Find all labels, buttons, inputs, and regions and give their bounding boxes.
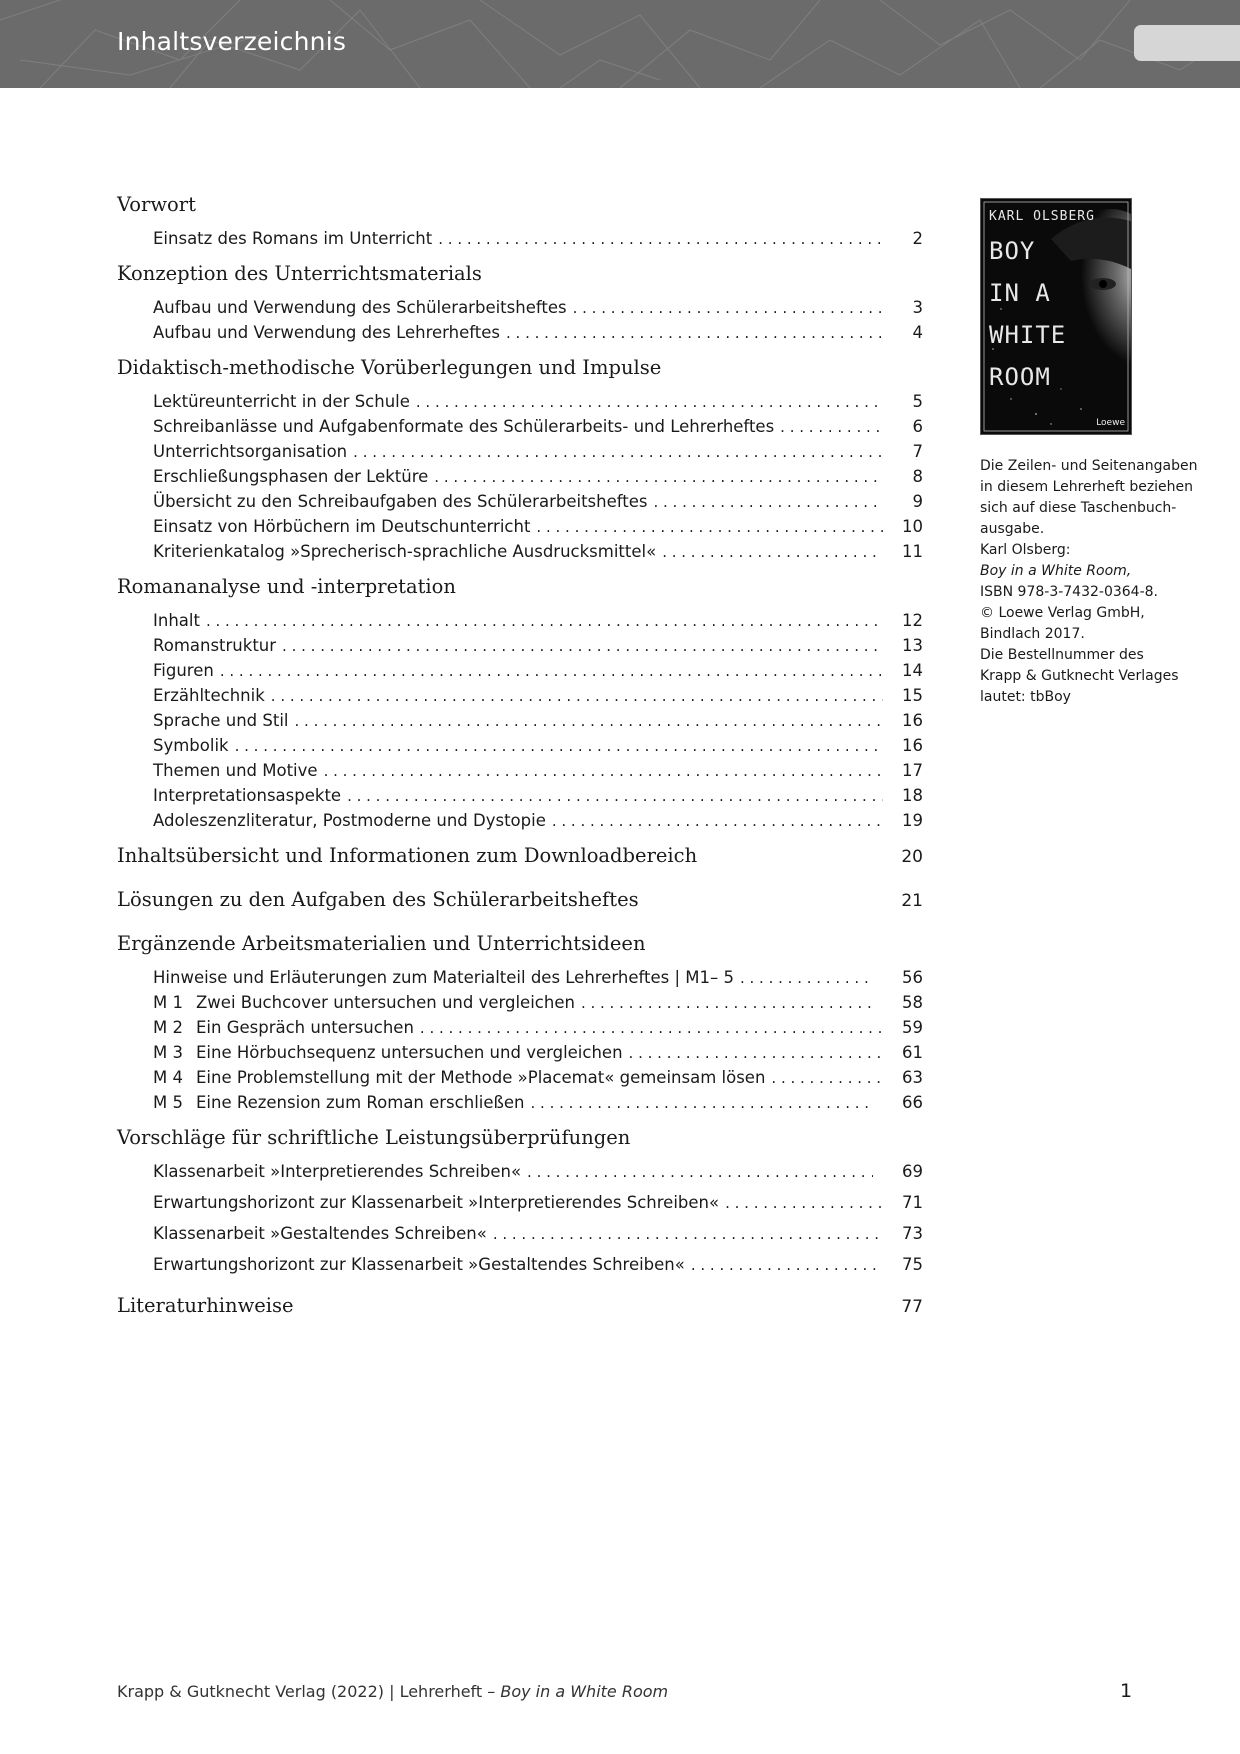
material-prefix: M 2 xyxy=(153,1018,183,1037)
toc-entry-page: 18 xyxy=(902,786,923,805)
toc-entry-page: 63 xyxy=(902,1068,923,1087)
toc-entry-page: 66 xyxy=(902,1093,923,1112)
material-prefix: M 5 xyxy=(153,1093,183,1112)
page-number: 1 xyxy=(1120,1680,1133,1702)
toc-entry[interactable] xyxy=(117,686,923,711)
toc-entry-page: 5 xyxy=(912,392,923,411)
leader-dots xyxy=(531,1094,873,1112)
toc-entry[interactable] xyxy=(117,636,923,661)
toc-entry[interactable] xyxy=(117,968,923,993)
toc-entry-label: Symbolik xyxy=(153,736,229,755)
leader-dots xyxy=(771,1069,883,1087)
toc-section-title: Ergänzende Arbeitsmaterialien und Unterrichtsideen xyxy=(117,932,646,955)
material-title: Eine Hörbuchsequenz untersuchen und vergleichen xyxy=(196,1043,623,1062)
leader-dots xyxy=(347,787,883,805)
note-line: Die Zeilen- und Seitenangaben xyxy=(980,458,1198,474)
cover-title-line: BOY xyxy=(989,237,1036,265)
toc-entry[interactable] xyxy=(117,1043,923,1068)
edition-note xyxy=(980,456,1198,708)
leader-dots xyxy=(420,1019,883,1037)
toc-entry-page: 11 xyxy=(902,542,923,561)
note-line: Die Bestellnummer des xyxy=(980,647,1144,663)
leader-dots xyxy=(653,493,883,511)
toc-entry-label: Inhalt xyxy=(153,611,200,630)
toc-entry[interactable] xyxy=(117,711,923,736)
toc-entry[interactable] xyxy=(117,517,923,542)
cover-title-line: WHITE xyxy=(989,321,1067,349)
toc-entry-label xyxy=(153,1068,771,1087)
toc-entry-label xyxy=(153,1018,420,1037)
leader-dots xyxy=(416,393,883,411)
toc-entry-page: 7 xyxy=(912,442,923,461)
toc-section xyxy=(117,575,923,836)
toc-entry[interactable] xyxy=(117,761,923,786)
toc-entry-page: 69 xyxy=(902,1162,923,1181)
page-footer xyxy=(117,1682,668,1701)
toc-entry-label: Aufbau und Verwendung des Schülerarbeitsheftes xyxy=(153,298,567,317)
leader-dots xyxy=(434,468,883,486)
leader-dots xyxy=(235,737,883,755)
leader-dots xyxy=(493,1225,883,1243)
header-tab xyxy=(1134,25,1240,61)
toc-section-title: Konzeption des Unterrichtsmaterials xyxy=(117,262,482,285)
toc-section-heading[interactable] xyxy=(117,888,923,924)
toc-entry-page: 14 xyxy=(902,661,923,680)
toc-entry-page: 75 xyxy=(902,1255,923,1274)
footer-book-title: Boy in a White Room xyxy=(500,1682,669,1701)
table-of-contents xyxy=(117,193,923,1338)
leader-dots xyxy=(271,687,883,705)
note-line: Karl Olsberg: xyxy=(980,542,1071,558)
toc-entry-label xyxy=(153,993,581,1012)
toc-section-title: Vorwort xyxy=(117,193,196,216)
toc-section-title: Lösungen zu den Aufgaben des Schülerarbeitsheftes xyxy=(117,888,639,911)
toc-entry[interactable] xyxy=(117,229,923,254)
toc-entry-page: 16 xyxy=(902,711,923,730)
leader-dots xyxy=(282,637,883,655)
toc-entry[interactable] xyxy=(117,736,923,761)
toc-entry-page: 56 xyxy=(902,968,923,987)
toc-section-heading[interactable] xyxy=(117,193,923,229)
note-line: lautet: tbBoy xyxy=(980,689,1071,705)
toc-entry-label: Hinweise und Erläuterungen zum Materialteil des Lehrerheftes | M1– 5 xyxy=(153,968,734,987)
page-title: Inhaltsverzeichnis xyxy=(117,27,347,56)
toc-entry-page: 12 xyxy=(902,611,923,630)
cover-publisher-logo: Loewe xyxy=(1096,418,1125,428)
toc-entry-label xyxy=(153,1093,531,1112)
toc-entry[interactable] xyxy=(117,467,923,492)
toc-entry[interactable] xyxy=(117,786,923,811)
leader-dots xyxy=(527,1163,873,1181)
toc-entry[interactable] xyxy=(117,661,923,686)
toc-section xyxy=(117,193,923,254)
toc-section-page: 20 xyxy=(901,847,923,867)
note-line: Boy in a White Room, xyxy=(980,563,1132,579)
material-title: Zwei Buchcover untersuchen und vergleichen xyxy=(196,993,575,1012)
note-line: Krapp & Gutknecht Verlages xyxy=(980,668,1179,684)
toc-section-heading[interactable] xyxy=(117,575,923,611)
cover-title-line: ROOM xyxy=(989,363,1051,391)
leader-dots xyxy=(740,969,873,987)
toc-entry[interactable] xyxy=(117,392,923,417)
toc-entry-page: 8 xyxy=(912,467,923,486)
material-title: Eine Problemstellung mit der Methode »Placemat« gemeinsam lösen xyxy=(196,1068,766,1087)
toc-section-heading[interactable] xyxy=(117,844,923,880)
note-line: Bindlach 2017. xyxy=(980,626,1085,642)
toc-section-title: Didaktisch-methodische Vorüberlegungen und Impulse xyxy=(117,356,662,379)
cover-title-line: IN A xyxy=(989,279,1051,307)
toc-entry-page: 19 xyxy=(902,811,923,830)
leader-dots xyxy=(629,1044,883,1062)
leader-dots xyxy=(780,418,883,436)
toc-section-title: Literaturhinweise xyxy=(117,1294,294,1317)
toc-entry-label: Figuren xyxy=(153,661,214,680)
toc-entry-label: Adoleszenzliteratur, Postmoderne und Dystopie xyxy=(153,811,546,830)
note-line: © Loewe Verlag GmbH, xyxy=(980,605,1145,621)
leader-dots xyxy=(691,1256,883,1274)
toc-entry-label: Aufbau und Verwendung des Lehrerheftes xyxy=(153,323,501,342)
note-line: ausgabe. xyxy=(980,521,1045,537)
toc-entry[interactable] xyxy=(117,492,923,517)
toc-entry-label: Unterrichtsorganisation xyxy=(153,442,348,461)
toc-entry[interactable] xyxy=(117,1224,923,1255)
toc-entry[interactable] xyxy=(117,811,923,836)
toc-entry-label: Erschließungsphasen der Lektüre xyxy=(153,467,429,486)
toc-entry-page: 71 xyxy=(902,1193,923,1212)
toc-section xyxy=(117,356,923,567)
page-header xyxy=(0,0,1240,88)
toc-entry-page: 16 xyxy=(902,736,923,755)
toc-section xyxy=(117,262,923,348)
toc-section xyxy=(117,1126,923,1286)
toc-section xyxy=(117,844,923,880)
cover-artwork xyxy=(981,199,1131,434)
toc-entry[interactable] xyxy=(117,442,923,467)
toc-section xyxy=(117,888,923,924)
toc-entry-page: 13 xyxy=(902,636,923,655)
toc-entry-label: Erzähltechnik xyxy=(153,686,265,705)
toc-entry-page: 15 xyxy=(902,686,923,705)
toc-entry-page: 59 xyxy=(902,1018,923,1037)
footer-publisher: Krapp & Gutknecht Verlag (2022) | Lehrerheft – xyxy=(117,1682,501,1701)
toc-entry[interactable] xyxy=(117,417,923,442)
toc-entry[interactable] xyxy=(117,323,923,348)
toc-entry-label: Interpretationsaspekte xyxy=(153,786,342,805)
toc-entry-label: Romanstruktur xyxy=(153,636,277,655)
toc-entry-page: 6 xyxy=(912,417,923,436)
toc-entry-label: Erwartungshorizont zur Klassenarbeit »Interpretierendes Schreiben« xyxy=(153,1193,720,1212)
toc-section-title: Vorschläge für schriftliche Leistungsüberprüfungen xyxy=(117,1126,631,1149)
leader-dots xyxy=(353,443,883,461)
leader-dots xyxy=(552,812,883,830)
toc-entry-page: 2 xyxy=(912,229,923,248)
toc-entry-page: 9 xyxy=(912,492,923,511)
toc-entry-label: Sprache und Stil xyxy=(153,711,289,730)
note-line: sich auf diese Taschenbuch- xyxy=(980,500,1177,516)
material-prefix: M 3 xyxy=(153,1043,183,1062)
toc-entry[interactable] xyxy=(117,542,923,567)
cover-author: KARL OLSBERG xyxy=(989,209,1095,224)
toc-section-heading[interactable] xyxy=(117,1294,923,1330)
toc-section-title: Inhaltsübersicht und Informationen zum Downloadbereich xyxy=(117,844,698,867)
toc-entry-page: 10 xyxy=(902,517,923,536)
leader-dots xyxy=(506,324,883,342)
toc-section-page: 77 xyxy=(901,1297,923,1317)
material-prefix: M 1 xyxy=(153,993,183,1012)
toc-section xyxy=(117,932,923,1118)
leader-dots xyxy=(438,230,883,248)
toc-entry[interactable] xyxy=(117,1018,923,1043)
toc-section xyxy=(117,1294,923,1330)
toc-entry-label: Einsatz des Romans im Unterricht xyxy=(153,229,433,248)
note-line: ISBN 978-3-7432-0364-8. xyxy=(980,584,1158,600)
leader-dots xyxy=(206,612,883,630)
toc-entry[interactable] xyxy=(117,298,923,323)
toc-entry-label: Schreibanlässe und Aufgabenformate des Schülerarbeits- und Lehrerheftes xyxy=(153,417,775,436)
leader-dots xyxy=(536,518,883,536)
toc-section-page: 21 xyxy=(901,891,923,911)
toc-entry-label: Klassenarbeit »Interpretierendes Schreiben« xyxy=(153,1162,522,1181)
book-cover-image xyxy=(980,198,1132,435)
toc-entry-label: Übersicht zu den Schreibaufgaben des Schülerarbeitsheftes xyxy=(153,492,648,511)
toc-entry-label: Kriterienkatalog »Sprecherisch-sprachliche Ausdrucksmittel« xyxy=(153,542,657,561)
toc-entry[interactable] xyxy=(117,1068,923,1093)
leader-dots xyxy=(662,543,883,561)
toc-entry-label xyxy=(153,1043,629,1062)
material-prefix: M 4 xyxy=(153,1068,183,1087)
toc-entry-page: 61 xyxy=(902,1043,923,1062)
toc-section-heading[interactable] xyxy=(117,262,923,298)
leader-dots xyxy=(573,299,883,317)
toc-entry-page: 58 xyxy=(902,993,923,1012)
material-title: Ein Gespräch untersuchen xyxy=(196,1018,414,1037)
leader-dots xyxy=(295,712,883,730)
toc-entry[interactable] xyxy=(117,1255,923,1286)
toc-entry[interactable] xyxy=(117,1162,923,1193)
material-title: Eine Rezension zum Roman erschließen xyxy=(196,1093,525,1112)
toc-entry[interactable] xyxy=(117,611,923,636)
note-line: in diesem Lehrerheft beziehen xyxy=(980,479,1194,495)
toc-entry-page: 17 xyxy=(902,761,923,780)
toc-entry[interactable] xyxy=(117,1093,923,1118)
toc-section-title: Romananalyse und -interpretation xyxy=(117,575,456,598)
toc-entry[interactable] xyxy=(117,1193,923,1224)
toc-section-heading[interactable] xyxy=(117,356,923,392)
leader-dots xyxy=(725,1194,883,1212)
toc-entry-label: Erwartungshorizont zur Klassenarbeit »Gestaltendes Schreiben« xyxy=(153,1255,685,1274)
leader-dots xyxy=(220,662,883,680)
toc-entry-page: 4 xyxy=(912,323,923,342)
toc-entry-label: Einsatz von Hörbüchern im Deutschunterricht xyxy=(153,517,531,536)
toc-section-heading[interactable] xyxy=(117,932,923,968)
leader-dots xyxy=(581,994,873,1012)
toc-entry[interactable] xyxy=(117,993,923,1018)
leader-dots xyxy=(324,762,883,780)
toc-entry-page: 3 xyxy=(912,298,923,317)
toc-entry-label: Lektüreunterricht in der Schule xyxy=(153,392,410,411)
toc-entry-label: Themen und Motive xyxy=(153,761,318,780)
toc-entry-label: Klassenarbeit »Gestaltendes Schreiben« xyxy=(153,1224,487,1243)
toc-section-heading[interactable] xyxy=(117,1126,923,1162)
toc-entry-page: 73 xyxy=(902,1224,923,1243)
